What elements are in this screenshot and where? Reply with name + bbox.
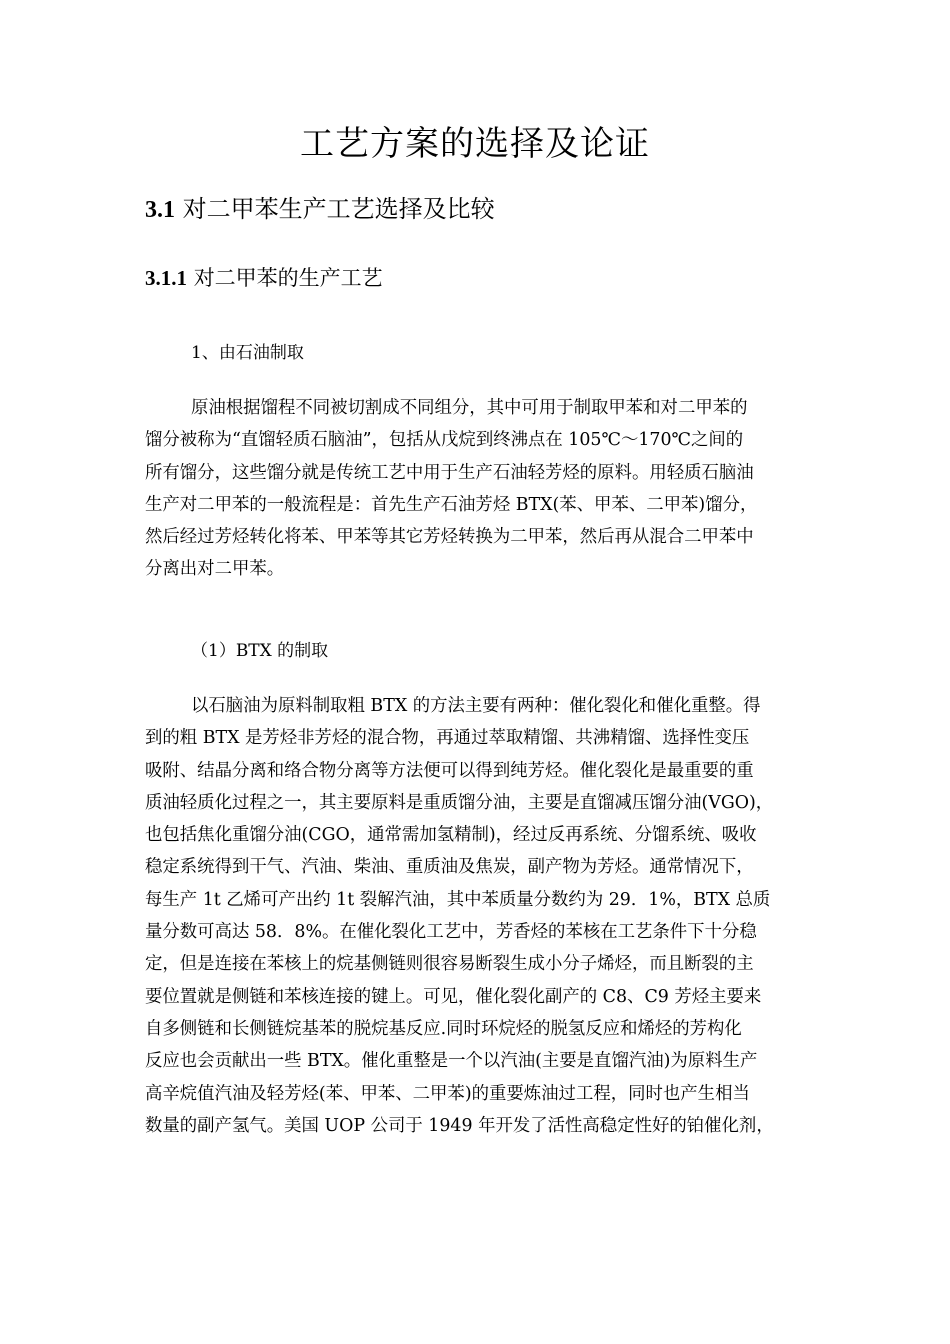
paragraph-line: 生产对二甲苯的一般流程是：首先生产石油芳烃 BTX(苯、甲苯、二甲苯)馏分， [145,494,758,515]
paragraph-line: 到的粗 BTX 是芳烃非芳烃的混合物，再通过萃取精馏、共沸精馏、选择性变压 [145,728,750,749]
section-title: 对二甲苯生产工艺选择及比较 [182,195,495,223]
section-heading [145,191,495,228]
paragraph-line: 高辛烷值汽油及轻芳烃(苯、甲苯、二甲苯)的重要炼油过工程，同时也产生相当 [145,1083,750,1104]
paragraph-line: 数量的副产氢气。美国 UOP 公司于 1949 年开发了活性高稳定性好的铂催化剂， [145,1115,774,1136]
paragraph-line: 每生产 1t 乙烯可产出约 1t 裂解汽油，其中苯质量分数约为 29．1%，BTX 总质 [145,889,771,910]
document-title: 工艺方案的选择及论证 [300,124,650,164]
paragraph-naphtha [145,392,810,586]
paragraph-btx [145,690,810,1142]
paragraph-line: 原油根据馏程不同被切割成不同组分，其中可用于制取甲苯和对二甲苯的 [191,398,748,418]
subsection-title: 对二甲苯的生产工艺 [193,266,383,290]
section-number: 3.1 [145,197,175,223]
paragraph-line: 自多侧链和长侧链烷基苯的脱烷基反应.同时环烷烃的脱氢反应和烯烃的芳构化 [145,1018,742,1039]
paragraph-line: 稳定系统得到干气、汽油、柴油、重质油及焦炭，副产物为芳烃。通常情况下， [145,857,754,878]
paragraph-line: 然后经过芳烃转化将苯、甲苯等其它芳烃转换为二甲苯，然后再从混合二甲苯中 [145,527,754,548]
paragraph-line: 所有馏分，这些馏分就是传统工艺中用于生产石油轻芳烃的原料。用轻质石脑油 [145,462,754,483]
paragraph-line: 分离出对二甲苯。 [145,559,285,580]
paragraph-line: 定，但是连接在苯核上的烷基侧链则很容易断裂生成小分子烯烃，而且断裂的主 [145,954,754,975]
paragraph-line: 也包括焦化重馏分油(CGO，通常需加氢精制)，经过反再系统、分馏系统、吸收 [145,825,757,846]
paragraph-line: 质油轻质化过程之一，其主要原料是重质馏分油，主要是直馏减压馏分油(VGO)， [145,792,774,813]
paragraph-line: 以石脑油为原料制取粗 BTX 的方法主要有两种：催化裂化和催化重整。得 [191,696,761,716]
paragraph-line: 吸附、结晶分离和络合物分离等方法便可以得到纯芳烃。催化裂化是最重要的重 [145,760,754,781]
paragraph-line: 要位置就是侧链和苯核连接的键上。可见，催化裂化副产的 C8、C9 芳烃主要来 [145,986,762,1007]
list-item-petroleum: 1、由石油制取 [191,343,304,363]
subsection-heading [145,262,383,294]
paragraph-line: 反应也会贡献出一些 BTX。催化重整是一个以汽油(主要是直馏汽油)为原料生产 [145,1051,758,1072]
subsection-number: 3.1.1 [145,266,187,290]
paragraph-line: 量分数可高达 58．8%。在催化裂化工艺中，芳香烃的苯核在工艺条件下十分稳 [145,922,757,943]
list-item-btx: （1）BTX 的制取 [191,641,329,661]
paragraph-line: 馏分被称为“直馏轻质石脑油”，包括从戊烷到终沸点在 105℃～170℃之间的 [145,430,744,451]
